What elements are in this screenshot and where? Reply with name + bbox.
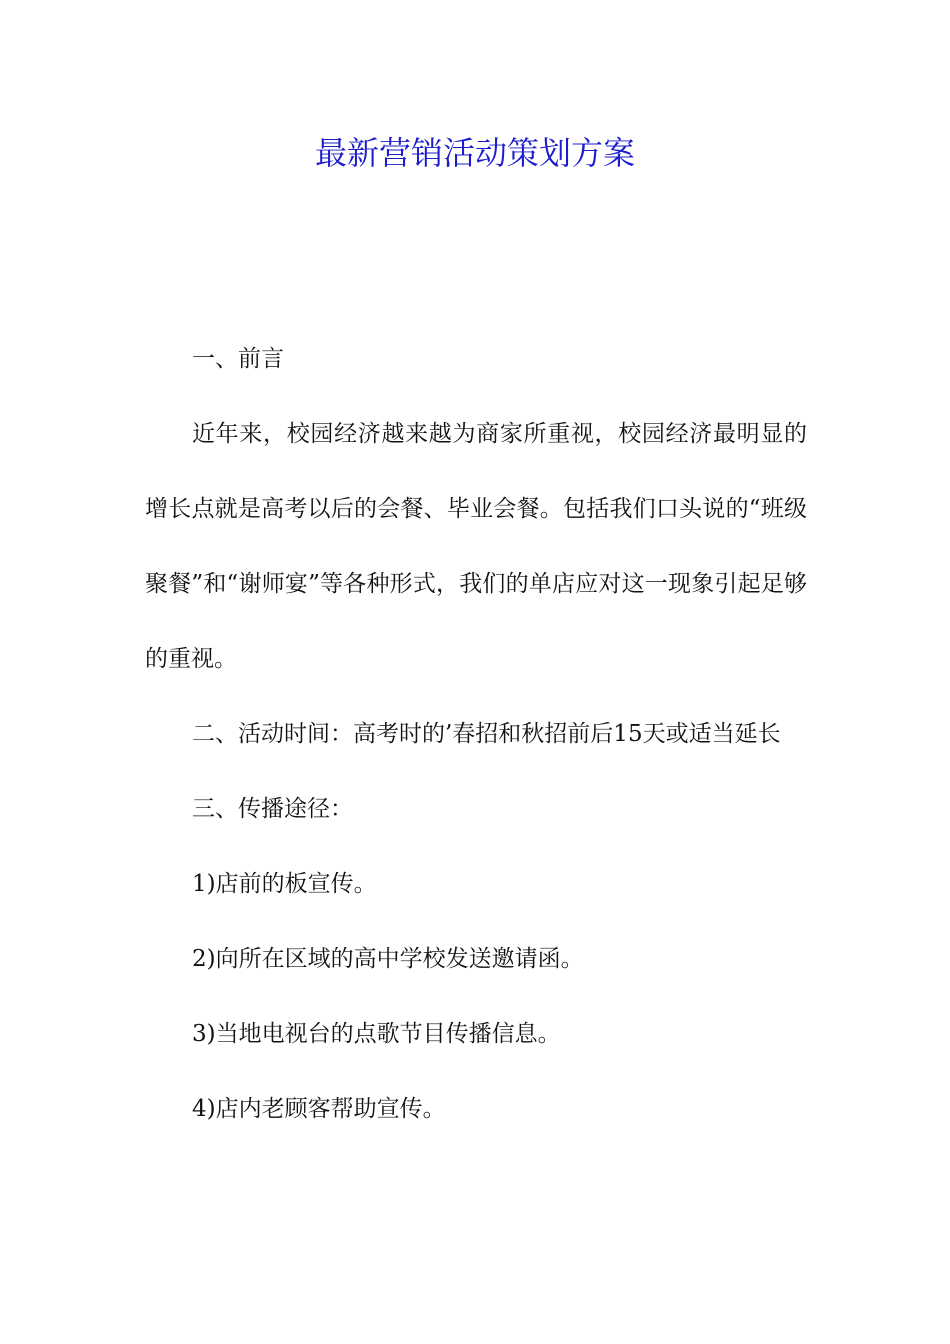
list-item-channel-4: 4)店内老顾客帮助宣传。: [192, 1096, 446, 1122]
section-heading-preface: 一、前言: [192, 346, 284, 372]
section-heading-activity-time: 二、活动时间：高考时的’春招和秋招前后15天或适当延长: [192, 721, 781, 747]
list-item-channel-3: 3)当地电视台的点歌节目传播信息。: [192, 1021, 561, 1047]
page-title: 最新营销活动策划方案: [314, 134, 635, 172]
document-body: [145, 322, 807, 1147]
section-heading-channels: 三、传播途径：: [192, 796, 353, 822]
paragraph-preface-content: 近年来，校园经济越来越为商家所重视，校园经济最明显的增长点就是高考以后的会餐、毕业会餐。包括我们口头说的“班级聚餐”和“谢师宴”等各种形式，我们的单店应对这一现象引起足够的重视。: [145, 421, 807, 672]
list-item-channel-1: 1)店前的板宣传。: [192, 871, 377, 897]
list-item-channel-2: 2)向所在区域的高中学校发送邀请函。: [192, 946, 584, 972]
